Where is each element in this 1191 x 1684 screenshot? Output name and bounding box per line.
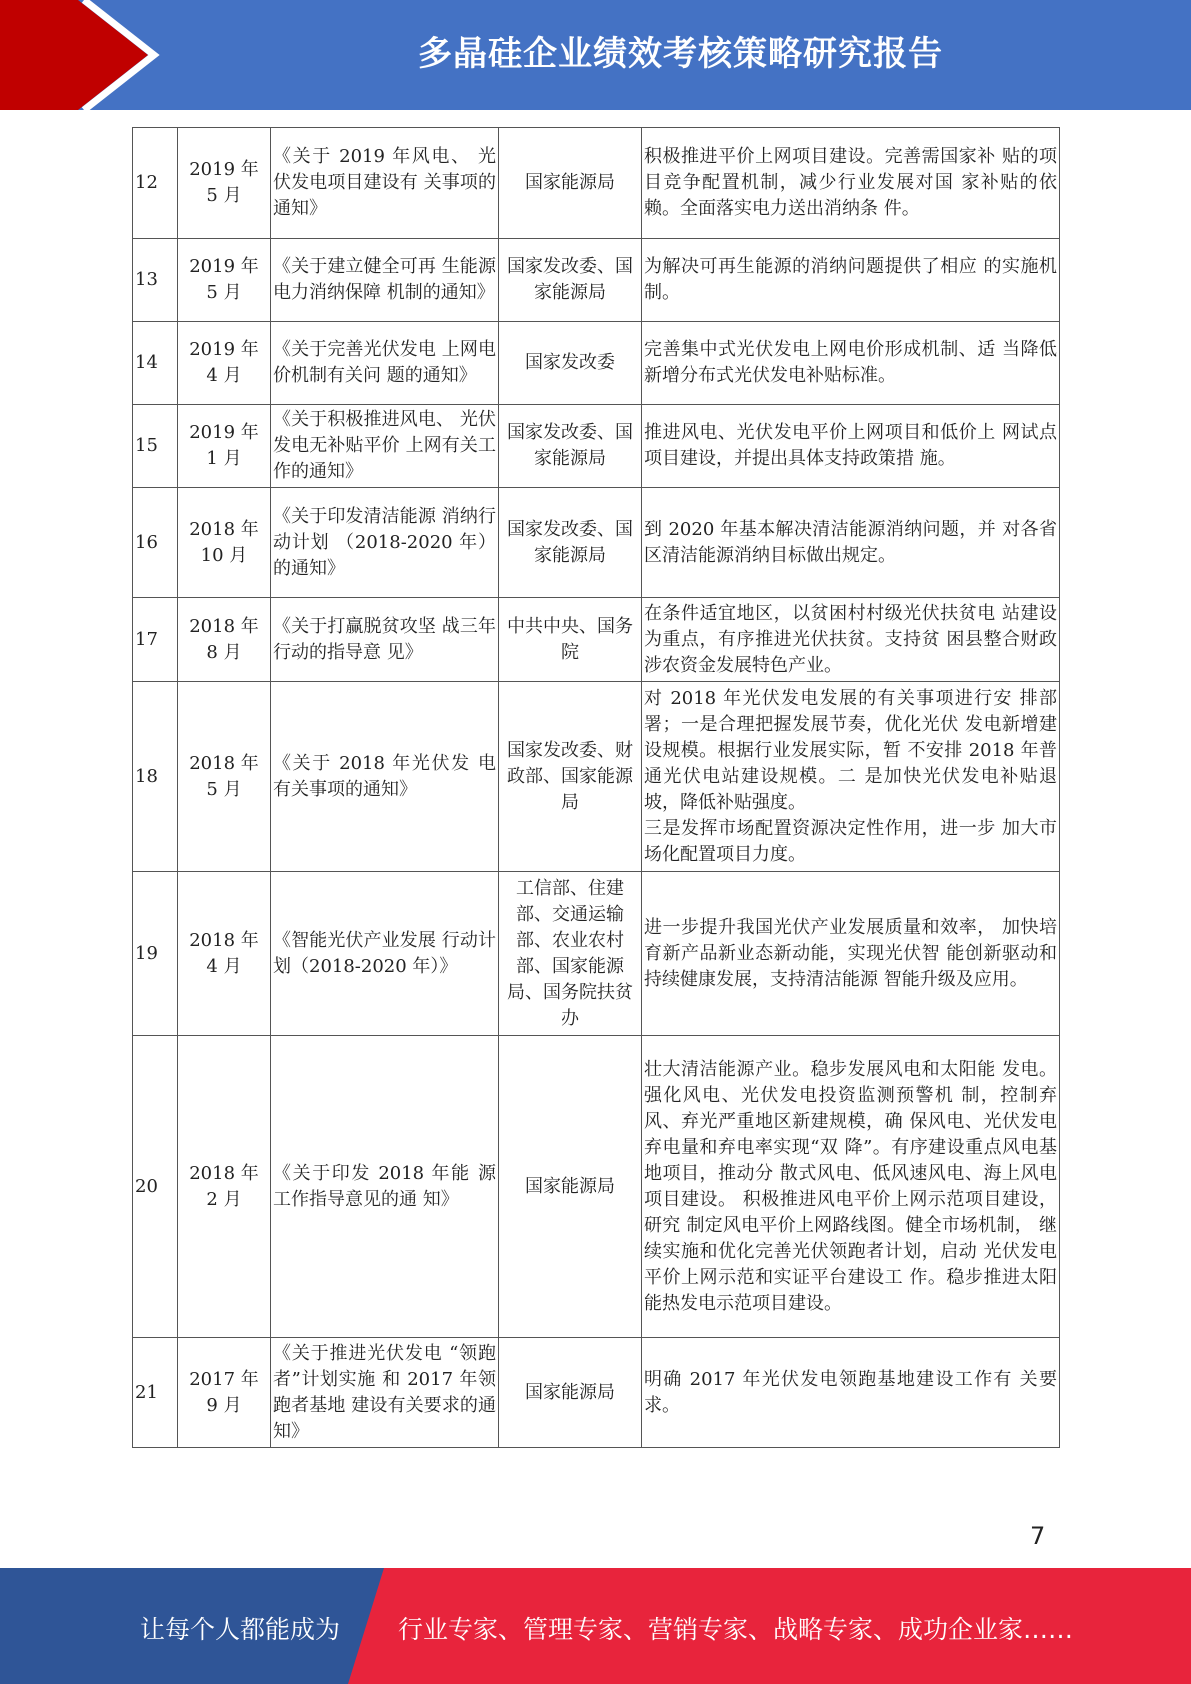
policy-title: 《关于推进光伏发电 “领跑者”计划实施 和 2017 年领跑者基地 建设有关要求的通知》 — [271, 1338, 499, 1448]
policy-content: 积极推进平价上网项目建设。完善需国家补 贴的项目竞争配置机制，减少行业发展对国 家补贴的依赖。全面落实电力送出消纳条 件。 — [642, 128, 1060, 239]
issue-date: 2018 年 10 月 — [178, 488, 271, 598]
table-row — [133, 1338, 1060, 1448]
page-number: 7 — [1030, 1522, 1046, 1550]
table-row — [133, 488, 1060, 598]
row-number: 12 — [133, 128, 178, 239]
issue-date: 2019 年 4 月 — [178, 322, 271, 405]
policy-content: 壮大清洁能源产业。稳步发展风电和太阳能 发电。强化风电、光伏发电投资监测预警机 制，控制弃风、弃光严重地区新建规模，确 保风电、光伏发电弃电量和弃电率实现“双 降”。有序建设重点风电基地项目，推动分 散式风电、低风速风电、海上风电项目建设。 积极推进风电平价上网示范项目建设，研究 制定风电平价上网路线图。健全市场机制， 继续实施和优化完善光伏领跑者计划，启动 光伏发电平价上网示范和实证平台建设工 作。稳步推进太阳能热发电示范项目建设。 — [642, 1036, 1060, 1338]
issue-date: 2018 年 2 月 — [178, 1036, 271, 1338]
row-number: 21 — [133, 1338, 178, 1448]
table-row — [133, 682, 1060, 872]
issue-date: 2017 年 9 月 — [178, 1338, 271, 1448]
row-number: 16 — [133, 488, 178, 598]
row-number: 18 — [133, 682, 178, 872]
report-title: 多晶硅企业绩效考核策略研究报告 — [418, 34, 943, 74]
page-header — [0, 0, 1191, 110]
row-number: 20 — [133, 1036, 178, 1338]
policy-content: 对 2018 年光伏发电发展的有关事项进行安 排部署；一是合理把握发展节奏，优化光伏 发电新增建设规模。根据行业发展实际，暂 不安排 2018 年普通光伏电站建设规模。二 是加快光伏发电补贴退坡，降低补贴强度。 三是发挥市场配置资源决定性作用，进一步 加大市场化配置项目力度。 — [642, 682, 1060, 872]
row-number: 14 — [133, 322, 178, 405]
policy-title: 《关于 2018 年光伏发 电有关事项的通知》 — [271, 682, 499, 872]
footer-slogan-left: 让每个人都能成为 — [140, 1615, 341, 1644]
policy-title: 《关于印发 2018 年能 源工作指导意见的通 知》 — [271, 1036, 499, 1338]
issuing-agency: 国家发改委、财政部、国家能源局 — [499, 682, 642, 872]
policy-title: 《关于 2019 年风电、 光伏发电项目建设有 关事项的通知》 — [271, 128, 499, 239]
issuing-agency: 工信部、住建部、交通运输部、农业农村部、国家能源局、国务院扶贫办 — [499, 872, 642, 1036]
policy-content: 推进风电、光伏发电平价上网项目和低价上 网试点项目建设，并提出具体支持政策措 施。 — [642, 405, 1060, 488]
issuing-agency: 国家能源局 — [499, 128, 642, 239]
policy-title: 《智能光伏产业发展 行动计划（2018-2020 年）》 — [271, 872, 499, 1036]
policy-title: 《关于积极推进风电、 光伏发电无补贴平价 上网有关工作的通知》 — [271, 405, 499, 488]
table-row — [133, 405, 1060, 488]
policy-content: 在条件适宜地区，以贫困村村级光伏扶贫电 站建设为重点，有序推进光伏扶贫。支持贫 困县整合财政涉农资金发展特色产业。 — [642, 598, 1060, 682]
issue-date: 2019 年 5 月 — [178, 128, 271, 239]
policy-content: 为解决可再生能源的消纳问题提供了相应 的实施机制。 — [642, 239, 1060, 322]
policy-content: 进一步提升我国光伏产业发展质量和效率， 加快培育新产品新业态新动能，实现光伏智 能创新驱动和持续健康发展，支持清洁能源 智能升级及应用。 — [642, 872, 1060, 1036]
issue-date: 2018 年 8 月 — [178, 598, 271, 682]
row-number: 15 — [133, 405, 178, 488]
issuing-agency: 国家能源局 — [499, 1338, 642, 1448]
table-row — [133, 322, 1060, 405]
policy-content: 到 2020 年基本解决清洁能源消纳问题，并 对各省区清洁能源消纳目标做出规定。 — [642, 488, 1060, 598]
issuing-agency: 国家发改委、国家能源局 — [499, 405, 642, 488]
policy-title: 《关于印发清洁能源 消纳行动计划 （2018-2020 年）的通知》 — [271, 488, 499, 598]
issue-date: 2019 年 5 月 — [178, 239, 271, 322]
row-number: 13 — [133, 239, 178, 322]
row-number: 19 — [133, 872, 178, 1036]
issue-date: 2018 年 4 月 — [178, 872, 271, 1036]
issuing-agency: 国家发改委、国家能源局 — [499, 239, 642, 322]
table-row — [133, 598, 1060, 682]
issue-date: 2018 年 5 月 — [178, 682, 271, 872]
issuing-agency: 国家发改委、国家能源局 — [499, 488, 642, 598]
page-footer — [0, 1568, 1191, 1684]
policy-title: 《关于打赢脱贫攻坚 战三年行动的指导意 见》 — [271, 598, 499, 682]
policy-content: 明确 2017 年光伏发电领跑基地建设工作有 关要求。 — [642, 1338, 1060, 1448]
table-row — [133, 872, 1060, 1036]
policy-title: 《关于完善光伏发电 上网电价机制有关问 题的通知》 — [271, 322, 499, 405]
policy-title: 《关于建立健全可再 生能源电力消纳保障 机制的通知》 — [271, 239, 499, 322]
issuing-agency: 中共中央、国务院 — [499, 598, 642, 682]
table-row — [133, 1036, 1060, 1338]
issuing-agency: 国家发改委 — [499, 322, 642, 405]
issuing-agency: 国家能源局 — [499, 1036, 642, 1338]
row-number: 17 — [133, 598, 178, 682]
table-row — [133, 239, 1060, 322]
table-row — [133, 128, 1060, 239]
footer-slogan-right: 行业专家、管理专家、营销专家、战略专家、成功企业家…… — [398, 1615, 1074, 1644]
issue-date: 2019 年 1 月 — [178, 405, 271, 488]
policy-content: 完善集中式光伏发电上网电价形成机制、适 当降低新增分布式光伏发电补贴标准。 — [642, 322, 1060, 405]
policy-table — [132, 127, 1060, 1448]
